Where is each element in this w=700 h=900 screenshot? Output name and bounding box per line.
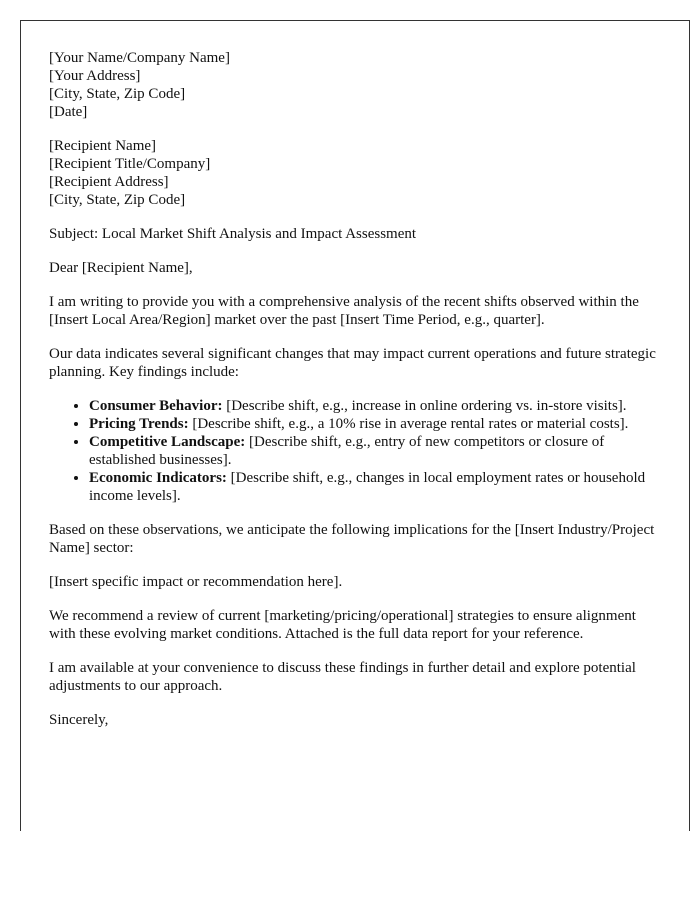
finding-consumer-behavior [89, 397, 661, 415]
key-findings-list [49, 397, 661, 505]
recommendation-paragraph: We recommend a review of current [marketing/pricing/operational] strategies to ensure alignment with these evolving market conditions. Attached is the full data report for your reference. [49, 608, 636, 642]
finding-label: Consumer Behavior: [89, 398, 223, 414]
finding-competitive-landscape [89, 433, 661, 469]
recipient-block [49, 137, 661, 209]
closing: Sincerely, [49, 712, 109, 728]
finding-economic-indicators [89, 469, 661, 505]
finding-label: Economic Indicators: [89, 470, 227, 486]
impact-paragraph: [Insert specific impact or recommendation here]. [49, 574, 343, 590]
recipient-address: [Recipient Address] [49, 174, 169, 190]
recipient-city-state-zip: [City, State, Zip Code] [49, 192, 186, 208]
letter-date: [Date] [49, 104, 88, 120]
sender-block [49, 49, 661, 121]
sender-address: [Your Address] [49, 68, 141, 84]
recipient-name: [Recipient Name] [49, 138, 157, 154]
subject-line: Subject: Local Market Shift Analysis and Impact Assessment [49, 226, 417, 242]
availability-paragraph: I am available at your convenience to discuss these findings in further detail and explore potential adjustments to our approach. [49, 660, 636, 694]
sender-name: [Your Name/Company Name] [49, 50, 230, 66]
finding-text: [Describe shift, e.g., increase in online ordering vs. in-store visits]. [222, 398, 627, 414]
finding-pricing-trends [89, 415, 661, 433]
finding-label: Competitive Landscape: [89, 434, 246, 450]
finding-text: [Describe shift, e.g., entry of new competitors or closure of established businesses]. [89, 434, 605, 468]
recipient-title-company: [Recipient Title/Company] [49, 156, 211, 172]
salutation: Dear [Recipient Name], [49, 260, 193, 276]
intro-paragraph: I am writing to provide you with a comprehensive analysis of the recent shifts observed within the [Insert Local Area/Region] market over the past [Insert Time Period, e.g., quarter]. [49, 294, 639, 328]
finding-label: Pricing Trends: [89, 416, 189, 432]
findings-intro-paragraph: Our data indicates several significant changes that may impact current operations and future strategic planning. Key findings include: [49, 346, 656, 380]
finding-text: [Describe shift, e.g., a 10% rise in average rental rates or material costs]. [188, 416, 629, 432]
sender-city-state-zip: [City, State, Zip Code] [49, 86, 186, 102]
finding-text: [Describe shift, e.g., changes in local employment rates or household income levels]. [89, 470, 646, 504]
letter-document [20, 20, 690, 831]
implications-paragraph: Based on these observations, we anticipate the following implications for the [Insert Industry/Project Name] sector: [49, 522, 655, 556]
